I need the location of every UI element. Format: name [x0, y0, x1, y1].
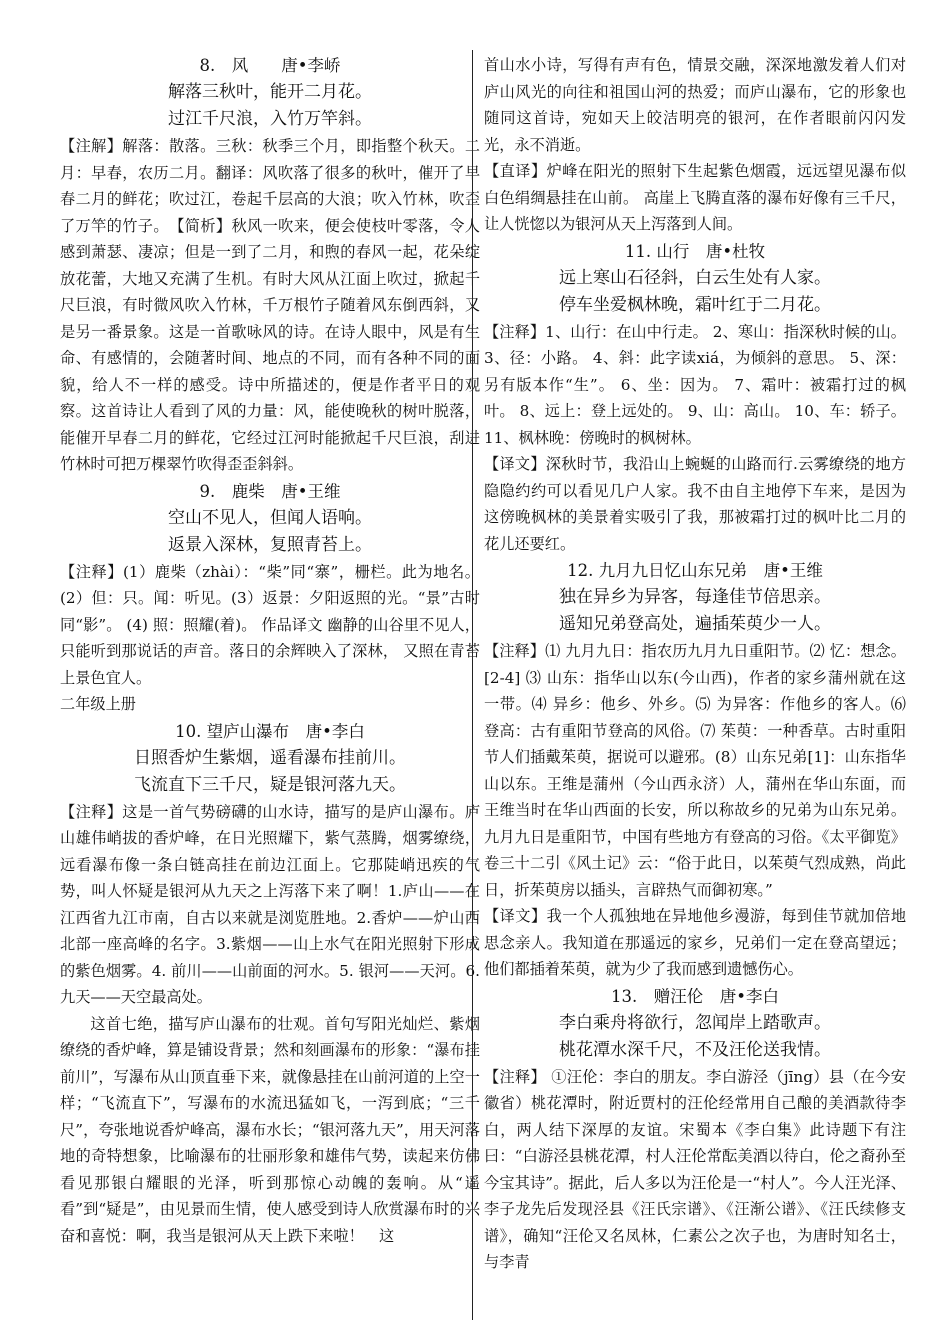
paragraph: 【注释】⑴ 九月九日：指农历九月九日重阳节。⑵ 忆：想念。[2-4] ⑶ 山东：指华山以东(今山西)，作者的家乡蒲州就在这一带。⑷ 异乡：他乡、外乡。⑸ 为异客：作他乡的客人。⑹ 登高：古有重阳节登高的风俗。⑺ 茱萸：一种香草。古时重阳节人们插戴茱萸，据说可以避邪。(8）山东兄弟[1]：山东指华山以东。王维是蒲州（今山西永济）人，蒲州在华山东面，而王维当时在华山西面的长安，所以称故乡的兄弟为山东兄弟。九月九日是重阳节，中国有些地方有登高的习俗。《太平御览》卷三十二引《风土记》云：“俗于此日，以茱萸气烈成熟，尚此日，折茱萸房以插头，言辟热气而御初寒。” [484, 642, 906, 899]
poem-verse: 过江千尺浪，入竹万竿斜。 [168, 109, 372, 129]
poem-verse: 遥知兄弟登高处，遍插茱萸少一人。 [559, 614, 831, 634]
poem-verse: 解落三秋叶，能开二月花。 [168, 82, 372, 102]
paragraph: 【注释】(1）鹿柴（zhài）：“柴”同“寨”，栅栏。此为地名。(2）但：只。闻：听见。(3）返景：夕阳返照的光。“景”古时同“影”。 (4) 照：照耀(着)。 作品译文 幽静的山谷里不见人， 只能听到那说话的声音。落日的余辉映入了深林， 又照在青苔上景色宜人。 [60, 562, 480, 687]
paragraph: 【译文】深秋时节，我沿山上蜿蜒的山路而行.云雾缭绕的地方隐隐约约可以看见几户人家。我不由自主地停下车来，是因为这傍晚枫林的美景着实吸引了我，那被霜打过的枫叶比二月的花儿还要红。 [484, 455, 906, 553]
poem-verse: 空山不见人，但闻人语响。 [168, 507, 372, 528]
paragraph: 这首七绝，描写庐山瀑布的壮观。首句写阳光灿烂、紫烟缭绕的香炉峰，算是铺设背景；然和刻画瀑布的形象：“瀑布挂前川”，写瀑布从山顶直垂下来，就像悬挂在山前河道的上空一样；“飞流直下”，写瀑布的水流迅猛如飞，一泻到底；“三千尺”，夸张地说香炉峰高，瀑布水长；“银河落九天”，用天河落地的奇特想象，比喻瀑布的壮丽形象和雄伟气势，读起来仿佛看见那银白耀眼的光泽，听到那惊心动魄的轰响。从“遥看”到“疑是”，由见景而生情，使人感受到诗人欣赏瀑布时的兴奋和喜悦：啊，我当是银河从天上跌下来啦！ 这 [60, 1014, 480, 1245]
poem-verse: 飞流直下三千尺，疑是银河落九天。 [134, 774, 406, 795]
paragraph: 【译文】我一个人孤独地在异地他乡漫游，每到佳节就加倍地思念亲人。我知道在那遥远的家乡，兄弟们一定在登高望远；他们都插着茱萸，就为少了我而感到遗憾伤心。 [484, 907, 906, 978]
poem-title: 10. 望庐山瀑布 唐•李白 [175, 721, 365, 741]
poem-title: 11. 山行 唐•杜牧 [624, 241, 766, 261]
paragraph: 【注释】 ①汪伦：李白的朋友。李白游泾（jīng）县（在今安徽省）桃花潭时，附近贾村的汪伦经常用自己酿的美酒款待李白，两人结下深厚的友谊。宋蜀本《李白集》此诗题下有注曰：“白游泾县桃花潭，村人汪伦常酝美酒以待白，伦之裔孙至今宝其诗”。据此，后人多以为汪伦是一“村人”。今人汪光泽、李子龙先后发现泾县《汪氏宗谱》、《汪渐公谱》、《汪氏续修支谱》，确知“汪伦又名凤林，仁素公之次子也，为唐时知名士，与李青 [484, 1067, 906, 1271]
column-divider [472, 50, 473, 1320]
poem-verse: 桃花潭水深千尺，不及汪伦送我情。 [559, 1039, 831, 1060]
paragraph: 【注释】这是一首气势磅礴的山水诗，描写的是庐山瀑布。庐山雄伟峭拔的香炉峰，在日光照耀下，紫气蒸腾，烟雾缭绕，远看瀑布像一条白链高挂在前边江面上。它那陡峭迅疾的气势，叫人怀疑是银河从九天之上泻落下来了啊！1.庐山——在江西省九江市南，自古以来就是浏览胜地。2.香炉——炉山西北部一座高峰的名字。3.紫烟——山上水气在阳光照射下形成的紫色烟雾。4. 前川——山前面的河水。5. 银河——天河。6.九天——天空最高处。 [60, 802, 480, 1006]
poem-verse: 独在异乡为异客，每逢佳节倍思亲。 [559, 587, 831, 607]
left-column [60, 52, 480, 1249]
paragraph: 首山水小诗，写得有声有色，情景交融，深深地激发着人们对庐山风光的向往和祖国山河的热爱；而庐山瀑布，它的形象也随同这首诗，宛如天上皎洁明亮的银河，在作者眼前闪闪发光，永不消逝。 [484, 56, 906, 154]
poem-title: 8. 风 唐•李峤 [199, 56, 341, 75]
poem-verse: 日照香炉生紫烟，遥看瀑布挂前川。 [134, 747, 406, 768]
poem-title: 9. 鹿柴 唐•王维 [199, 481, 341, 501]
paragraph: 【直译】炉峰在阳光的照射下生起紫色烟霞，远远望见瀑布似白色绢绸悬挂在山前。 高崖上飞腾直落的瀑布好像有三千尺，让人恍惚以为银河从天上泻落到人间。 [484, 162, 906, 233]
poem-verse: 李白乘舟将欲行，忽闻岸上踏歌声。 [559, 1012, 831, 1033]
poem-title: 12. 九月九日忆山东兄弟 唐•王维 [567, 561, 823, 580]
paragraph: 【注释】1、山行：在山中行走。 2、寒山：指深秋时候的山。 3、径：小路。 4、斜：此字读xiá，为倾斜的意思。 5、深：另有版本作“生”。 6、坐：因为。 7、霜叶：被霜打过的枫叶。 8、远上：登上远处的。 9、山：高山。 10、车：轿子。 11、枫林晚：傍晚时的枫树林。 [484, 322, 906, 447]
right-column [484, 52, 906, 1276]
section-label: 二年级上册 [60, 695, 136, 713]
paragraph: 【注解】解落：散落。三秋：秋季三个月，即指整个秋天。二月：早春，农历二月。翻译：风吹落了很多的秋叶，催开了早春二月的鲜花；吹过江，卷起千层高的大浪；吹入竹林，吹歪了万竿的竹子。 【简析】秋风一吹来，便会使枝叶零落，令人感到萧瑟、凄凉；但是一到了二月，和煦的春风一起，花朵绽放花蕾，大地又充满了生机。有时大风从江面上吹过，掀起千尺巨浪，有时微风吹入竹林，千万根竹子随着风东倒西斜，又是另一番景象。这是一首歌咏风的诗。在诗人眼中，风是有生命、有感情的，会随著时间、地点的不同，而有各种不同的面貌，给人不一样的感受。诗中所描述的，便是作者平日的观察。这首诗让人看到了风的力量：风，能使晚秋的树叶脱落，能催开早春二月的鲜花，它经过江河时能掀起千尺巨浪，刮进竹林时可把万棵翠竹吹得歪歪斜斜。 [60, 137, 480, 473]
poem-verse: 远上寒山石径斜，白云生处有人家。 [559, 267, 831, 288]
poem-verse: 返景入深林，复照青苔上。 [168, 534, 372, 555]
poem-title: 13. 赠汪伦 唐•李白 [611, 986, 779, 1006]
poem-verse: 停车坐爱枫林晚，霜叶红于二月花。 [559, 294, 831, 315]
